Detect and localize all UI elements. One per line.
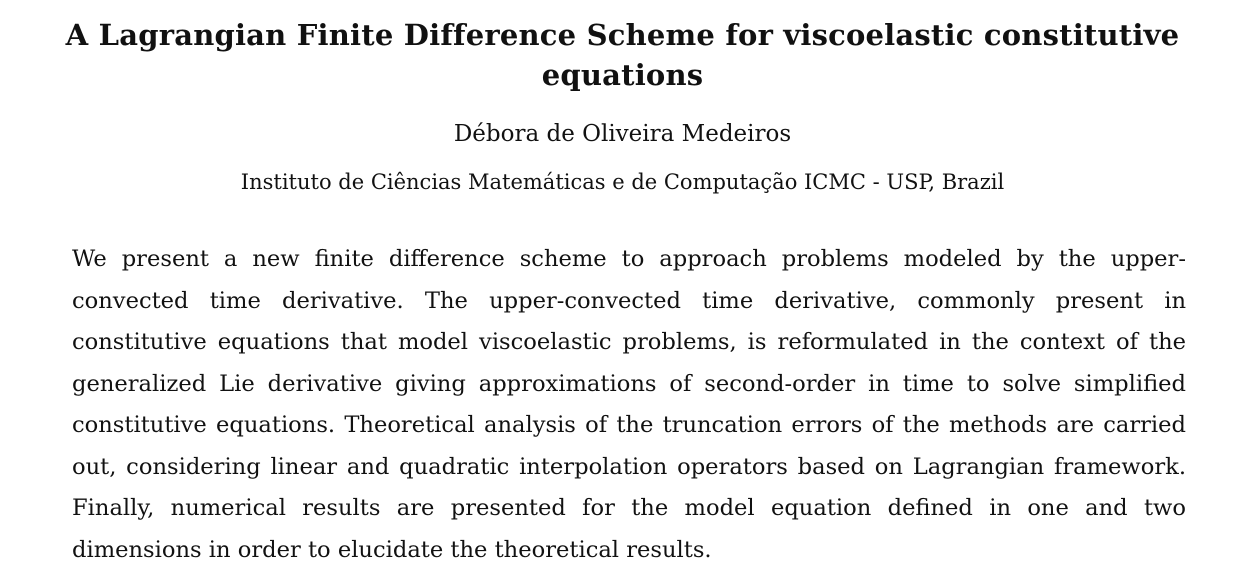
paper-title: A Lagrangian Finite Difference Scheme for viscoelastic constitutive equations <box>65 18 1180 92</box>
author-name: Débora de Oliveira Medeiros <box>453 121 792 147</box>
abstract-text: We present a new finite difference scheme to approach problems modeled by the upper-convected time derivative. The upper-convected time derivative, commonly present in constitutive equations that model viscoelastic problems, is reformulated in the context of the generalized Lie derivative giving approximations of second-order in time to solve simplified constitutive equations. Theoretical analysis of the truncation errors of the methods are carried out, considering linear and quadratic interpolation operators based on Lagrangian framework. Finally, numerical results are presented for the model equation defined in one and two dimensions in order to elucidate the theoretical results. <box>72 246 1186 563</box>
author-affiliation: Instituto de Ciências Matemáticas e de Computação ICMC - USP, Brazil <box>240 170 1005 194</box>
